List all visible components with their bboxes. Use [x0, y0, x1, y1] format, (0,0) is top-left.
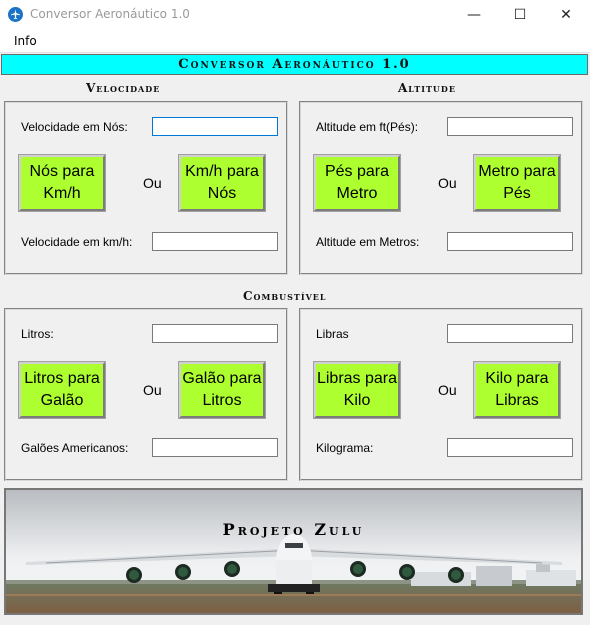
- close-button[interactable]: ✕: [560, 7, 572, 23]
- feet-to-meters-button[interactable]: Pés para Metro: [314, 155, 400, 211]
- airplane-photo: [4, 488, 583, 615]
- meters-to-feet-button[interactable]: Metro para Pés: [474, 155, 560, 211]
- gallons-label: Galões Americanos:: [21, 441, 129, 455]
- pounds-to-kilos-button[interactable]: Libras para Kilo: [314, 362, 400, 418]
- kilograms-label: Kilograma:: [316, 441, 374, 455]
- libras-panel: [299, 308, 583, 481]
- kmh-input[interactable]: [152, 232, 278, 251]
- or-label: Ou: [438, 175, 457, 191]
- feet-label: Altitude em ft(Pés):: [316, 120, 419, 134]
- or-label: Ou: [143, 382, 162, 398]
- altitude-panel: [299, 101, 583, 275]
- kilos-to-pounds-button[interactable]: Kilo para Libras: [474, 362, 560, 418]
- maximize-button[interactable]: ☐: [513, 7, 527, 23]
- photo-caption: Projeto Zulu: [222, 520, 365, 539]
- liters-to-gallons-button[interactable]: Litros para Galão: [19, 362, 105, 418]
- menu-bar: [0, 30, 590, 53]
- window-title: Conversor Aeronáutico 1.0: [30, 7, 190, 21]
- header-banner: [1, 54, 588, 75]
- kmh-label: Velocidade em km/h:: [21, 235, 133, 249]
- litros-panel: [4, 308, 288, 481]
- banner-title: Conversor Aeronáutico 1.0: [178, 57, 411, 72]
- section-title-velocidade: Velocidade: [86, 81, 161, 95]
- feet-input[interactable]: [447, 117, 573, 136]
- kmh-to-knots-button[interactable]: Km/h para Nós: [179, 155, 265, 211]
- liters-label: Litros:: [21, 327, 54, 341]
- menu-info[interactable]: Info: [14, 34, 37, 48]
- title-bar: [0, 0, 590, 30]
- section-title-altitude: Altitude: [398, 81, 456, 95]
- gallons-input[interactable]: [152, 438, 278, 457]
- or-label: Ou: [438, 382, 457, 398]
- pounds-input[interactable]: [447, 324, 573, 343]
- velocidade-panel: [4, 101, 288, 275]
- meters-label: Altitude em Metros:: [316, 235, 420, 249]
- meters-input[interactable]: [447, 232, 573, 251]
- liters-input[interactable]: [152, 324, 278, 343]
- or-label: Ou: [143, 175, 162, 191]
- knots-label: Velocidade em Nós:: [21, 120, 128, 134]
- gallons-to-liters-button[interactable]: Galão para Litros: [179, 362, 265, 418]
- knots-to-kmh-button[interactable]: Nós para Km/h: [19, 155, 105, 211]
- airplane-app-icon: [8, 7, 23, 22]
- minimize-button[interactable]: —: [467, 7, 481, 23]
- section-title-combustivel: Combustível: [243, 289, 327, 303]
- kilograms-input[interactable]: [447, 438, 573, 457]
- pounds-label: Libras: [316, 327, 349, 341]
- knots-input[interactable]: [152, 117, 278, 136]
